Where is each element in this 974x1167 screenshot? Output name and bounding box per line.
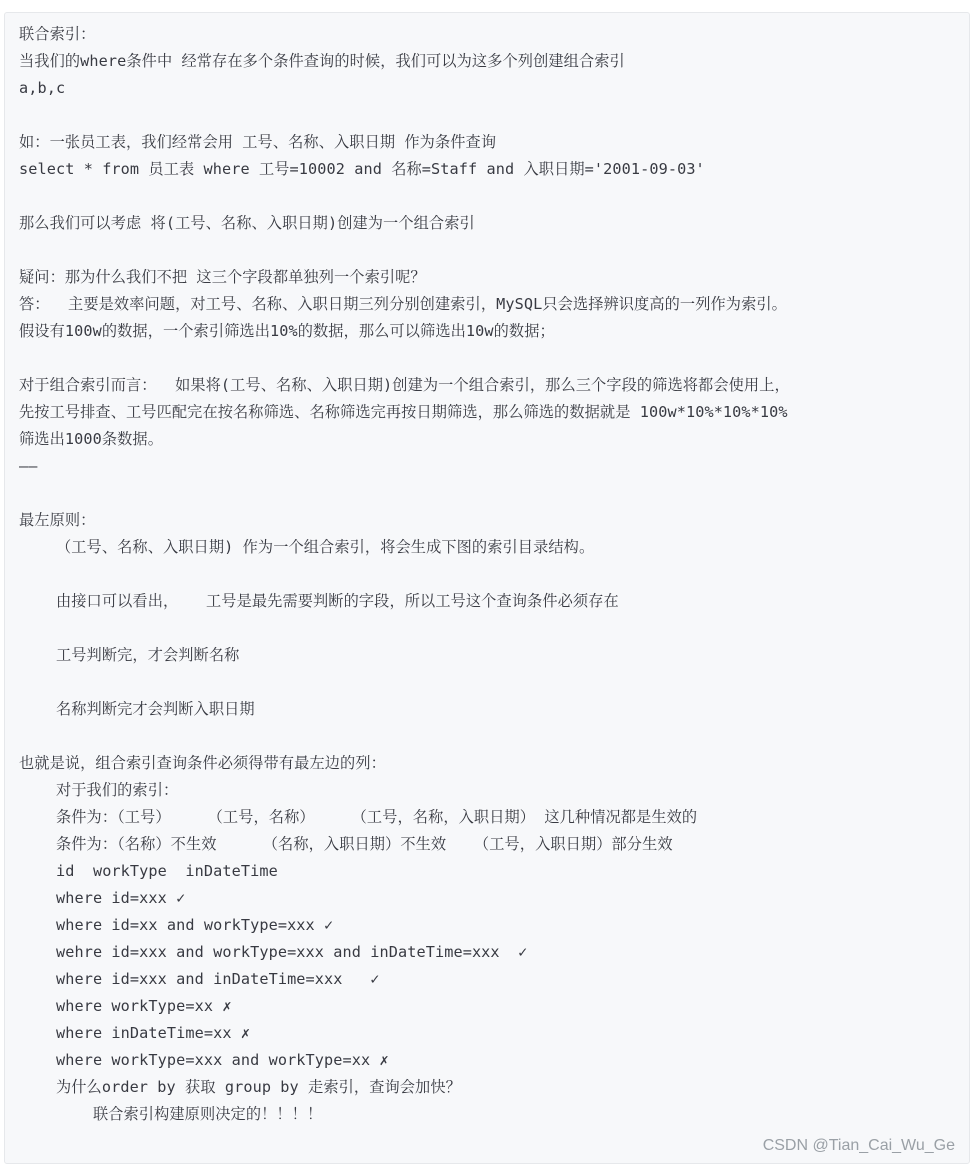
code-line: [19, 723, 963, 750]
code-line: 条件为：（名称）不生效 （名称，入职日期）不生效 （工号，入职日期）部分生效: [19, 835, 673, 853]
code-line: where id=xxx ✓: [19, 889, 186, 907]
code-block: [4, 12, 970, 1164]
code-line: （工号、名称、入职日期) 作为一个组合索引，将会生成下图的索引目录结构。: [19, 538, 595, 556]
code-line: select * from 员工表 where 工号=10002 and 名称=Staff and 入职日期='2001-09-03': [19, 160, 705, 178]
code-line: 答： 主要是效率问题，对工号、名称、入职日期三列分别创建索引，MySQL只会选择辨识度高的一列作为索引。: [19, 295, 787, 313]
code-line: where workType=xx ✗: [19, 997, 232, 1015]
watermark: CSDN @Tian_Cai_Wu_Ge: [762, 1137, 955, 1154]
code-line: [19, 669, 963, 696]
code-line: [19, 237, 963, 264]
code-line: 假设有100w的数据，一个索引筛选出10%的数据，那么可以筛选出10w的数据；: [19, 322, 555, 340]
code-line: 由接口可以看出， 工号是最先需要判断的字段，所以工号这个查询条件必须存在: [19, 592, 619, 610]
code-line: 那么我们可以考虑 将(工号、名称、入职日期)创建为一个组合索引: [19, 214, 475, 232]
code-line: 为什么order by 获取 group by 走索引，查询会加快？: [19, 1078, 461, 1096]
code-line: where id=xxx and inDateTime=xxx ✓: [19, 970, 380, 988]
code-line: 对于组合索引而言： 如果将(工号、名称、入职日期)创建为一个组合索引，那么三个字段的筛选将都会使用上，: [19, 376, 790, 394]
code-line: [19, 615, 963, 642]
code-line: [19, 102, 963, 129]
code-line: wehre id=xxx and workType=xxx and inDateTime=xxx ✓: [19, 943, 528, 961]
code-line: where id=xx and workType=xxx ✓: [19, 916, 334, 934]
code-line: 疑问：那为什么我们不把 这三个字段都单独列一个索引呢？: [19, 268, 426, 286]
code-line: [19, 480, 963, 507]
code-line: 名称判断完才会判断入职日期: [19, 700, 255, 718]
code-line: [19, 183, 963, 210]
code-line: 也就是说，组合索引查询条件必须得带有最左边的列：: [19, 754, 386, 772]
code-line: 筛选出1000条数据。: [19, 430, 163, 448]
code-content: [19, 21, 963, 1128]
code-line: id workType inDateTime: [19, 862, 278, 880]
code-line: a,b,c: [19, 79, 66, 97]
code-line: 当我们的where条件中 经常存在多个条件查询的时候，我们可以为这多个列创建组合索引: [19, 52, 625, 70]
code-line: 先按工号排查、工号匹配完在按名称筛选、名称筛选完再按日期筛选，那么筛选的数据就是 100w*10%*10%*10%: [19, 403, 788, 421]
code-line: 联合索引：: [19, 25, 96, 43]
code-line: [19, 345, 963, 372]
code-line: ——: [19, 457, 38, 475]
code-line: where inDateTime=xx ✗: [19, 1024, 251, 1042]
code-line: 联合索引构建原则决定的！！！！: [19, 1105, 323, 1123]
code-line: 工号判断完，才会判断名称: [19, 646, 240, 664]
code-line: 最左原则：: [19, 511, 96, 529]
code-line: 条件为：（工号） （工号，名称） （工号，名称，入职日期） 这几种情况都是生效的: [19, 808, 698, 826]
code-line: 对于我们的索引：: [19, 781, 179, 799]
code-line: [19, 561, 963, 588]
code-line: 如：一张员工表，我们经常会用 工号、名称、入职日期 作为条件查询: [19, 133, 497, 151]
code-line: where workType=xxx and workType=xx ✗: [19, 1051, 389, 1069]
